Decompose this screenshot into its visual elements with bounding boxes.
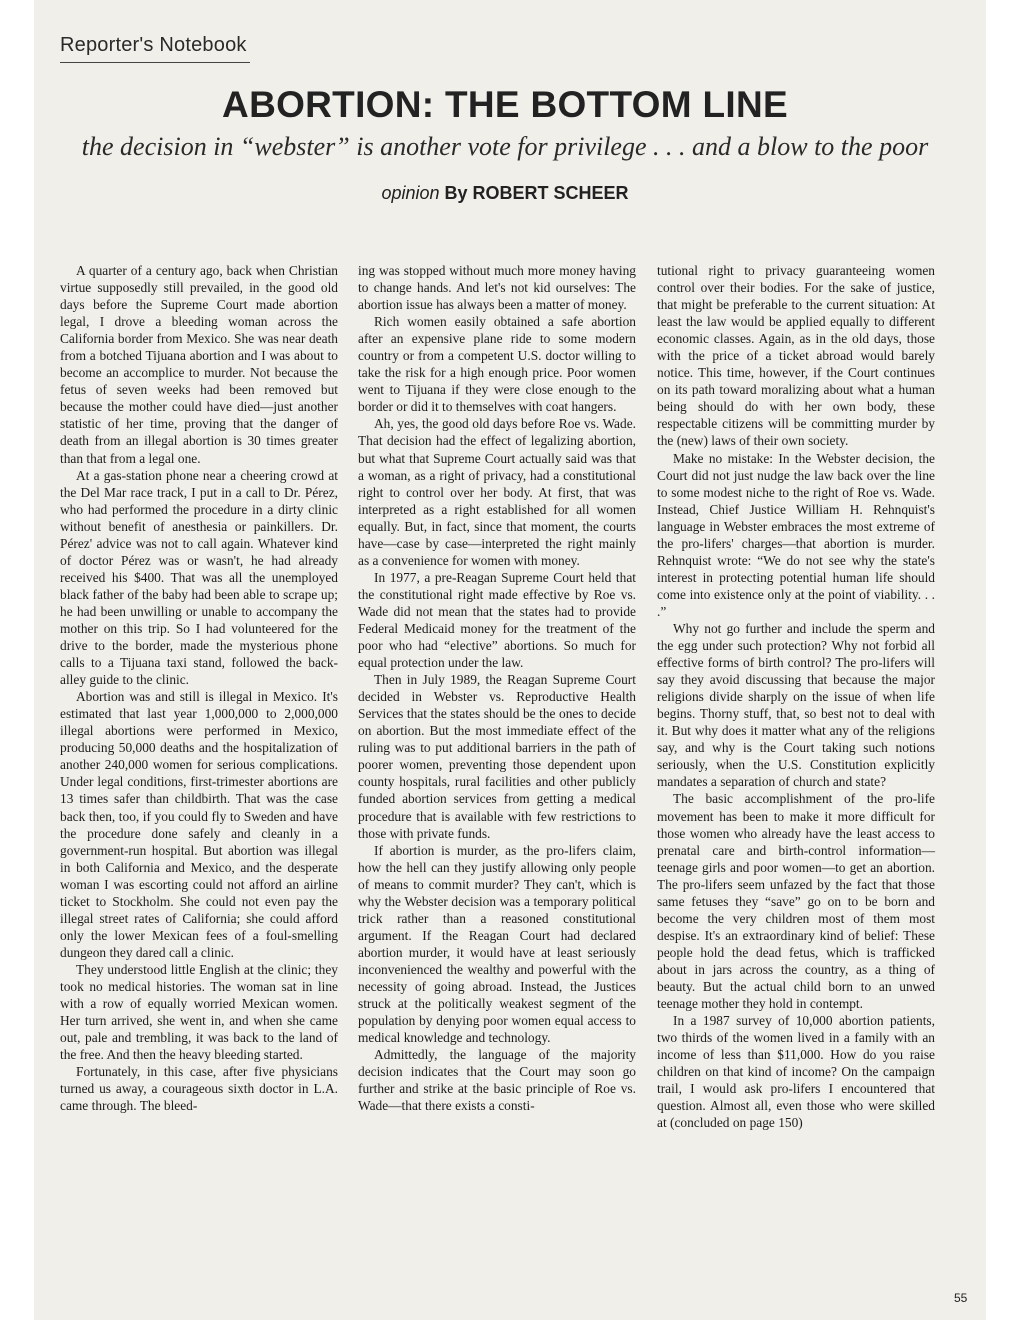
paragraph: Abortion was and still is illegal in Mexico. It's estimated that last year 1,000,000 to 2,000,000 illegal abortions were performed in Mexico, producing 50,000 deaths and the hospitalization of another 240,000 women for serious complications. Under legal conditions, first-trimester abortions are 13 times safer than childbirth. That was the case back then, too, if you could fly to Sweden and have the procedure done safely and cleanly in a government-run hospital. But abortion was illegal in both California and Mexico, and the desperate woman I was escorting could not afford an airline ticket to Stockholm. She could not even pay the illegal street rates of California; she could afford only the lower Mexican fees of a foul-smelling dungeon they dared call a clinic.	[60, 689, 338, 960]
paragraph: Admittedly, the language of the majority decision indicates that the Court may soon go further and strike at the basic principle of Roe vs. Wade—that there exists a consti-	[358, 1047, 636, 1114]
paragraph: Why not go further and include the sperm and the egg under such protection? Why not forbid all effective forms of birth control? The pro-lifers will say they avoid discussing that because the major religions divide sharply on the issue of when life begins. Thorny stuff, that, so best not to deal with it. But why does it matter what any of the religions say, and why is the Court taking such notions seriously, when the U.S. Constitution explicitly mandates a separation of church and state?	[657, 620, 935, 790]
paragraph: Fortunately, in this case, after five physicians turned us away, a courageous sixth doctor in L.A. came through. The bleed-	[60, 1064, 338, 1114]
column-3	[657, 262, 935, 1131]
byline-author: By ROBERT SCHEER	[444, 183, 629, 203]
paragraph: They understood little English at the clinic; they took no medical histories. The woman sat in line with a row of equally worried Mexican women. Her turn arrived, she went in, and when she came out, pale and trembling, it was back to the land of the free. And then the heavy bleeding started.	[60, 961, 338, 1063]
byline-opinion: opinion	[381, 183, 440, 203]
paragraph: A quarter of a century ago, back when Christian virtue supposedly still prevailed, in the good old days before the Supreme Court made abortion legal, I drove a bleeding woman across the California border from Mexico. She was near death from a botched Tijuana abortion and I was about to become an accomplice to murder. Not because the fetus of seven weeks had been removed but because the mother could have died—just another statistic of her time, proving that the danger of death from an illegal abortion is 30 times greater than that from a legal one.	[60, 263, 338, 466]
deck: the decision in “webster” is another vote for privilege . . . and a blow to the poor	[81, 132, 929, 161]
paragraph: Then in July 1989, the Reagan Supreme Court decided in Webster vs. Reproductive Health Services that the states should be the ones to decide on abortion. But the most immediate effect of the ruling was to put additional barriers in the path of poorer women, preventing those dependent upon county hospitals, rural facilities and other publicly funded abortion services from getting a medical procedure that is available with few restrictions to those with private funds.	[358, 672, 636, 841]
paragraph: Ah, yes, the good old days before Roe vs. Wade. That decision had the effect of legalizing abortion, but what that Supreme Court actually said was that a woman, as a right of privacy, had a constitutional right to control over her body. At first, that was interpreted as a right established for all women equally. But, in fact, since that moment, the courts have—case by case—interpreted the right mainly as a convenience for women with money.	[358, 416, 636, 568]
paragraph: Rich women easily obtained a safe abortion after an expensive plane ride to some modern country or from a competent U.S. doctor willing to take the risk for a high enough price. Poor women went to Tijuana if they were close enough to the border or did it to themselves with coat hangers.	[358, 314, 636, 415]
column-2	[358, 262, 636, 1114]
column-1	[60, 262, 338, 1114]
paragraph: Make no mistake: In the Webster decision, the Court did not just nudge the law back over the line to some modest niche to the right of Roe vs. Wade. Instead, Chief Justice William H. Rehnquist's language in Webster embraces the most extreme of the pro-lifers' charges—that abortion is murder. Rehnquist wrote: “We do not see why the state's interest in protecting potential human life should come into existence only at the point of viability. . . .”	[657, 450, 935, 619]
page-number: 55	[954, 1291, 968, 1305]
paragraph: tutional right to privacy guaranteeing women control over their bodies. For the sake of justice, that might be preferable to the current situation: At least the law would be applied equally to different economic classes. Again, as in the old days, those with the price of a ticket abroad would barely notice. This time, however, if the Court continues on its path toward moralizing about what a human being should do with her own body, these respectable citizens will be committing murder by the (new) laws of their own society.	[657, 263, 935, 449]
headline: ABORTION: THE BOTTOM LINE	[222, 84, 788, 125]
paragraph: In a 1987 survey of 10,000 abortion patients, two thirds of the women lived in a family with an income of less than $11,000. How do you raise children on that kind of income? On the campaign trail, I would ask pro-lifers I encountered that question. Almost all, even those who were skilled at (concluded on page 150)	[657, 1013, 935, 1131]
paragraph: In 1977, a pre-Reagan Supreme Court held that the constitutional right made effective by Roe vs. Wade did not mean that the states had to provide Federal Medicaid money for the treatment of the poor who had “elective” abortions. So much for equal protection under the law.	[358, 569, 636, 671]
section-rule	[60, 62, 250, 63]
paragraph: ing was stopped without much more money having to change hands. And let's not kid ourselves: The abortion issue has always been a matter of money.	[358, 263, 636, 313]
byline	[60, 183, 950, 204]
paragraph: The basic accomplishment of the pro-life movement has been to make it more difficult for those women who already have the least access to prenatal care and birth-control information—teenage girls and poor women—to get an abortion. The pro-lifers seem unfazed by the fact that those same fetuses they “save” go on to be born and become the very children most of them most despise. It's an extraordinary kind of belief: These people hold the dead fetus, which is trafficked about in jars across the country, as a thing of beauty. But the actual child born to an unwed teenage mother they hold in contempt.	[657, 791, 935, 1012]
section-label: Reporter's Notebook	[60, 34, 247, 56]
paragraph: At a gas-station phone near a cheering crowd at the Del Mar race track, I put in a call to Dr. Pérez, who had performed the procedure in a dirty clinic without benefit of anesthesia or painkillers. Dr. Pérez' advice was not to call again. Whatever kind of doctor Pérez was or wasn't, he had already received his $400. That was all the unemployed black father of the baby had been able to scrape up; he had been unwilling or unable to accompany the mother on this trip. So I had volunteered for the drive to the border, made the mysterious phone calls to a Tijuana taxi stand, followed the back-alley guide to the clinic.	[60, 467, 338, 688]
paragraph: If abortion is murder, as the pro-lifers claim, how the hell can they justify allowing only people of means to commit murder? They can't, which is why the Webster decision was a temporary political trick rather than a reasoned constitutional argument. If the Reagan Court had declared abortion murder, it would have at least seriously inconvenienced the wealthy and powerful with the necessity of going abroad. Instead, the Justices struck at the politically weakest segment of the population by denying poor women equal access to medical knowledge and technology.	[358, 842, 636, 1046]
